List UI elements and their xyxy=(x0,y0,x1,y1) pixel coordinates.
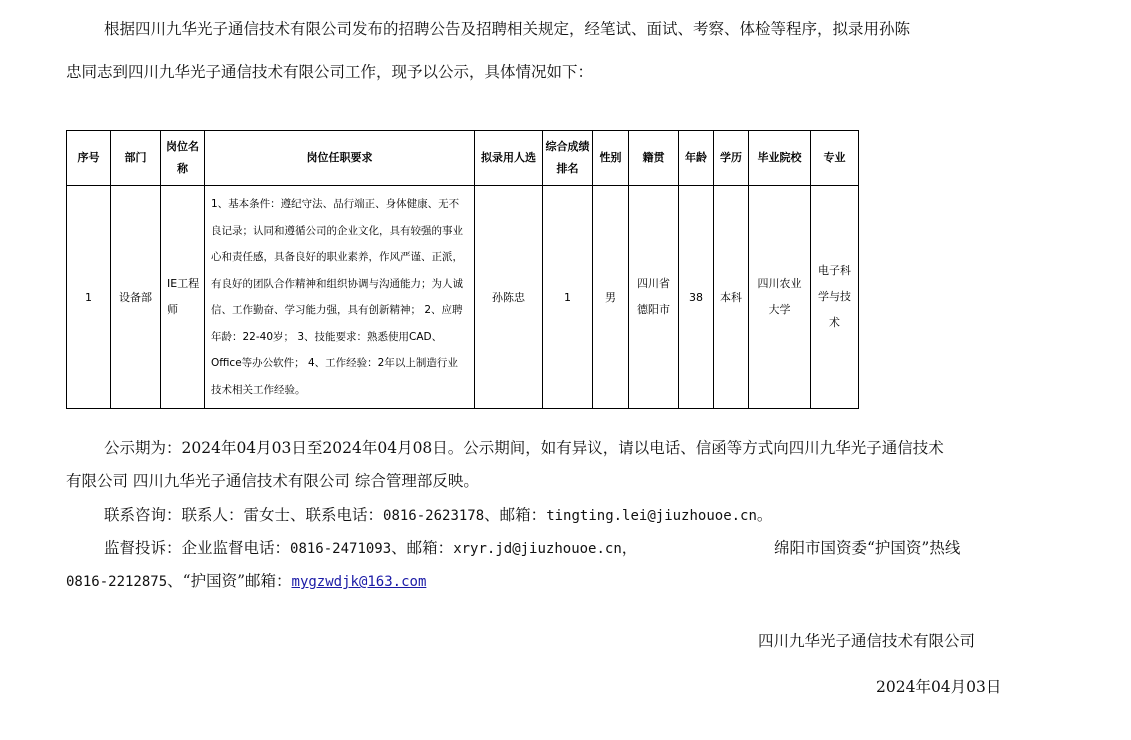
cell-position: IE工程师 xyxy=(161,186,205,409)
intro-line-1: 根据四川九华光子通信技术有限公司发布的招聘公告及招聘相关规定，经笔试、面试、考察、体检等程序，拟录用孙陈 xyxy=(104,20,911,38)
header-gender: 性别 xyxy=(593,131,629,186)
footer-date: 2024年04月03日 xyxy=(876,678,1002,696)
publicity-table xyxy=(66,130,859,409)
contact-prefix: 联系咨询：联系人：雷女士、联系电话： xyxy=(104,506,384,524)
notice-period-line-2: 有限公司 四川九华光子通信技术有限公司 综合管理部反映。 xyxy=(66,472,479,490)
sasac-mid: 、“护国资”邮箱： xyxy=(167,572,292,590)
contact-end: 。 xyxy=(756,506,773,524)
table-row xyxy=(67,186,859,409)
header-requirements: 岗位任职要求 xyxy=(205,131,475,186)
header-education: 学历 xyxy=(714,131,749,186)
supervise-end: ， xyxy=(621,539,638,557)
contact-mid: 、邮箱： xyxy=(484,506,547,524)
contact-phone: 0816-2623178 xyxy=(383,508,485,524)
header-position: 岗位名称 xyxy=(161,131,205,186)
cell-school: 四川农业大学 xyxy=(749,186,811,409)
notice-period-line-1: 公示期为：2024年04月03日至2024年04月08日。公示期间，如有异议，请以电话、信函等方式向四川九华光子通信技术 xyxy=(104,439,944,457)
supervise-email: xryr.jd@jiuzhouoe.cn xyxy=(453,541,622,557)
contact-email: tingting.lei@jiuzhouoe.cn xyxy=(546,508,757,524)
header-rank: 综合成绩排名 xyxy=(543,131,593,186)
cell-education: 本科 xyxy=(714,186,749,409)
header-age: 年龄 xyxy=(679,131,714,186)
cell-gender: 男 xyxy=(593,186,629,409)
header-department: 部门 xyxy=(111,131,161,186)
table-header-row xyxy=(67,131,859,186)
sasac-hotline-label: 绵阳市国资委“护国资”热线 xyxy=(774,539,961,557)
sasac-line xyxy=(66,571,426,592)
cell-department: 设备部 xyxy=(111,186,161,409)
cell-hometown: 四川省德阳市 xyxy=(629,186,679,409)
cell-rank: 1 xyxy=(543,186,593,409)
cell-requirements: 1、基本条件：遵纪守法、品行端正、身体健康、无不良记录；认同和遵循公司的企业文化，具有较强的事业心和责任感，具备良好的职业素养，作风严谨、正派，有良好的团队合作精神和组织协调与沟通能力；为人诚信、工作勤奋、学习能力强，具有创新精神； 2、应聘年龄：22-40岁； 3、技能要求：熟悉使用CAD、Office等办公软件； 4、工作经验：2年以上制造行业技术相关工作经验。 xyxy=(205,186,475,409)
cell-age: 38 xyxy=(679,186,714,409)
footer-company: 四川九华光子通信技术有限公司 xyxy=(758,632,976,650)
sasac-phone: 0816-2212875 xyxy=(66,574,168,590)
supervise-line xyxy=(104,538,637,559)
supervise-prefix: 监督投诉：企业监督电话： xyxy=(104,539,291,557)
cell-major: 电子科学与技术 xyxy=(811,186,859,409)
supervise-mid: 、邮箱： xyxy=(391,539,454,557)
cell-candidate: 孙陈忠 xyxy=(475,186,543,409)
header-hometown: 籍贯 xyxy=(629,131,679,186)
sasac-email-link[interactable]: mygzwdjk@163.com xyxy=(291,574,427,590)
header-school: 毕业院校 xyxy=(749,131,811,186)
header-major: 专业 xyxy=(811,131,859,186)
cell-index: 1 xyxy=(67,186,111,409)
header-candidate: 拟录用人选 xyxy=(475,131,543,186)
intro-line-2: 忠同志到四川九华光子通信技术有限公司工作，现予以公示，具体情况如下： xyxy=(66,63,594,81)
contact-line xyxy=(104,505,772,526)
header-index: 序号 xyxy=(67,131,111,186)
supervise-phone: 0816-2471093 xyxy=(290,541,392,557)
